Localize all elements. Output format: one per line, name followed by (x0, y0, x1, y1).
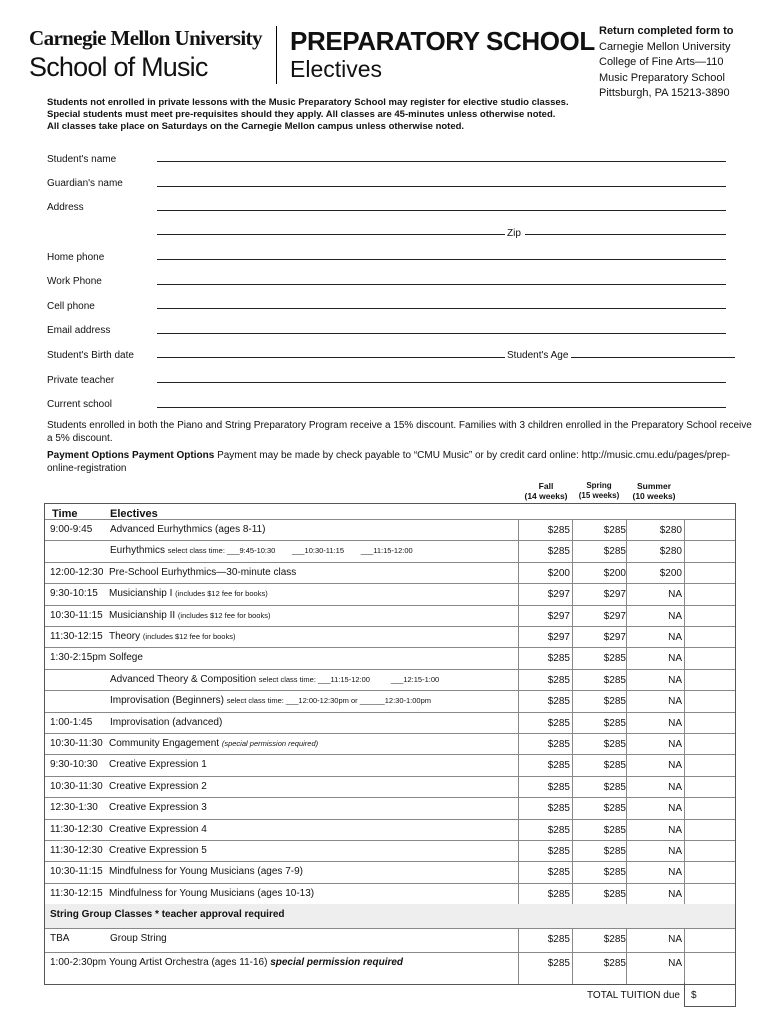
row-elective[interactable] (109, 588, 268, 599)
row-time: 11:30-12:15 (50, 887, 103, 899)
row-elective[interactable] (109, 957, 403, 968)
row-price-summer: NA (668, 760, 682, 772)
row-price-spring: $285 (603, 739, 626, 750)
student-name-label: Student's name (47, 154, 117, 165)
row-price-summer: NA (668, 824, 682, 836)
table-row (45, 840, 735, 841)
row-elective[interactable] (109, 567, 296, 578)
current-school-line[interactable] (157, 407, 726, 408)
row-price-fall: $285 (547, 867, 570, 879)
row-elective-name: Creative Expression 2 (109, 780, 207, 792)
private-teacher-line[interactable] (157, 382, 726, 383)
row-elective-name: Advanced Theory & Composition (110, 673, 257, 685)
row-elective[interactable] (109, 610, 270, 621)
table-row (45, 754, 735, 755)
row-price-summer: NA (668, 696, 682, 708)
table-row (45, 647, 735, 648)
table-row (45, 626, 735, 627)
row-price-spring: $285 (603, 674, 626, 686)
row-elective-name: Community Engagement (109, 738, 220, 749)
row-price-summer: $200 (659, 567, 682, 579)
guardian-name-line[interactable] (157, 186, 726, 187)
row-price-spring: $285 (603, 958, 626, 970)
row-price-summer: NA (668, 739, 682, 750)
row-price-summer: NA (668, 610, 682, 622)
table-row (45, 519, 735, 520)
row-elective-name: Creative Expression 1 (109, 759, 207, 771)
school-name: School of Music (29, 52, 208, 82)
season-fall-weeks: (14 weeks) (524, 491, 568, 501)
row-elective-note: special permission required (270, 957, 404, 969)
row-elective-name: Solfege (109, 652, 143, 664)
table-row (45, 883, 735, 884)
row-time: 1:30-2:15pm (50, 652, 107, 664)
row-price-fall: $285 (547, 824, 570, 836)
current-school-label: Current school (47, 399, 113, 410)
season-summer-weeks: (10 weeks) (632, 491, 676, 501)
row-price-spring: $285 (603, 653, 626, 665)
row-price-fall: $285 (547, 546, 570, 558)
row-time: 11:30-12:15 (50, 631, 103, 642)
return-address (599, 24, 733, 102)
row-price-fall: $285 (547, 739, 570, 750)
address-line-2[interactable] (157, 234, 505, 235)
table-row (45, 776, 735, 777)
row-price-fall: $285 (547, 888, 570, 900)
row-price-fall: $285 (547, 525, 570, 536)
age-line[interactable] (571, 357, 735, 358)
row-elective-name: Mindfulness for Young Musicians (ages 10-13) (109, 887, 315, 899)
zip-line[interactable] (525, 234, 726, 235)
email-label: Email address (47, 325, 111, 336)
row-price-spring: $285 (603, 803, 626, 815)
row-price-spring: $297 (603, 610, 626, 622)
address-line-1[interactable] (157, 210, 726, 211)
table-row (45, 540, 735, 541)
total-label: TOTAL TUITION due (587, 990, 680, 1001)
return-line: Pittsburgh, PA 15213-3890 (599, 87, 730, 99)
row-price-summer: NA (668, 867, 682, 879)
private-teacher-label: Private teacher (47, 375, 115, 386)
home-phone-line[interactable] (157, 259, 726, 260)
table-row (45, 583, 735, 584)
row-time: TBA (50, 933, 70, 945)
row-price-spring: $297 (603, 632, 626, 643)
birth-date-line[interactable] (157, 357, 505, 358)
table-row (45, 797, 735, 798)
university-name: Carnegie Mellon University (29, 26, 262, 50)
row-elective[interactable] (109, 759, 207, 770)
season-summer-label: Summer (636, 481, 671, 491)
cell-phone-line[interactable] (157, 308, 726, 309)
row-elective[interactable] (110, 524, 265, 535)
row-time: 10:30-11:30 (50, 738, 103, 749)
row-elective-name: Group String (110, 933, 167, 945)
work-phone-label: Work Phone (47, 276, 102, 287)
row-elective[interactable] (109, 888, 314, 899)
row-price-summer: NA (668, 846, 682, 857)
row-elective[interactable] (110, 674, 439, 685)
row-price-fall: $285 (547, 653, 570, 665)
row-price-summer: NA (668, 958, 682, 970)
row-price-summer: NA (668, 653, 682, 665)
row-time: 11:30-12:30 (50, 845, 103, 856)
payment-text: Payment may be made by check payable to “CMU Music” or by credit card online: http://music.cmu.edu/pages/prep-online-registration (47, 450, 731, 474)
row-price-spring: $285 (603, 888, 626, 900)
intro-line: All classes take place on Saturdays on the Carnegie Mellon campus unless otherwise noted. (47, 121, 465, 132)
row-elective[interactable] (109, 652, 143, 663)
row-price-spring: $285 (603, 824, 626, 836)
row-price-fall: $285 (547, 781, 570, 793)
row-price-spring: $297 (603, 589, 626, 601)
form-title: Electives (290, 56, 383, 82)
row-price-spring: $285 (603, 525, 626, 536)
intro-notes (47, 97, 569, 133)
electives-table (44, 503, 736, 985)
row-elective[interactable] (110, 545, 413, 556)
return-line: Carnegie Mellon University (599, 40, 731, 53)
row-time: 10:30-11:15 (50, 609, 103, 621)
row-price-fall: $297 (547, 610, 570, 622)
row-elective[interactable] (110, 717, 222, 728)
table-row (45, 712, 735, 713)
row-price-spring: $285 (603, 546, 626, 558)
row-price-summer: NA (668, 589, 682, 601)
row-time: 10:30-11:15 (50, 866, 103, 878)
row-price-summer: $280 (659, 525, 682, 536)
row-elective-name: Eurhythmics (110, 545, 166, 557)
payment-label: Payment Options (47, 450, 130, 461)
electives-header: Electives (110, 508, 158, 520)
row-elective-note: select class time: ___12:00-12:30pm or ______12:30-1:00pm (226, 696, 432, 706)
row-elective[interactable] (109, 845, 207, 856)
row-elective-name: Musicianship I (109, 588, 173, 600)
row-time: 1:00-1:45 (50, 716, 93, 728)
row-price-fall: $285 (547, 674, 570, 686)
return-heading: Return completed form to (599, 25, 734, 37)
header-divider (276, 26, 277, 84)
row-elective[interactable] (109, 781, 207, 792)
season-fall (520, 481, 572, 501)
row-price-summer: NA (668, 781, 682, 793)
row-time: 12:00-12:30 (50, 566, 104, 578)
row-elective[interactable] (110, 695, 431, 706)
home-phone-label: Home phone (47, 252, 105, 263)
row-price-summer: NA (668, 632, 682, 643)
intro-line: Special students must meet pre-requisites should they apply. All classes are 45-minutes unless otherwise noted. (47, 109, 556, 120)
email-line[interactable] (157, 333, 726, 334)
row-time: 9:30-10:15 (50, 588, 98, 600)
table-row (45, 928, 735, 929)
row-price-summer: $280 (659, 546, 682, 558)
row-price-fall: $285 (547, 846, 570, 857)
table-row (45, 952, 735, 953)
total-currency: $ (691, 990, 697, 1001)
row-elective-note: select class time: ___11:15-12:00 ___12:15-1:00 (258, 674, 440, 684)
row-price-fall: $297 (547, 632, 570, 643)
intro-line: Students not enrolled in private lessons with the Music Preparatory School may register for elective studio classes. (47, 97, 569, 108)
row-elective-name: Theory (109, 631, 141, 642)
row-price-fall: $285 (547, 958, 570, 970)
row-elective-name: Improvisation (Beginners) (110, 695, 224, 707)
row-elective-name: Young Artist Orchestra (ages 11-16) (109, 957, 268, 969)
row-elective-note: (includes $12 fee for books) (177, 610, 271, 620)
row-elective-name: Mindfulness for Young Musicians (ages 7-9) (109, 866, 303, 878)
table-row (45, 669, 735, 670)
row-time: 11:30-12:30 (50, 823, 103, 835)
row-time: 10:30-11:30 (50, 780, 103, 792)
row-elective-name: Musicianship II (109, 609, 176, 621)
row-elective-name: Pre-School Eurhythmics—30-minute class (109, 566, 297, 578)
student-name-line[interactable] (157, 161, 726, 162)
row-price-summer: NA (668, 717, 682, 729)
row-price-summer: NA (668, 674, 682, 686)
row-time: 9:00-9:45 (50, 524, 93, 535)
row-price-spring: $285 (603, 867, 626, 879)
row-elective-note: (special permission required) (221, 739, 319, 748)
birth-date-label: Student's Birth date (47, 350, 134, 361)
age-label: Student's Age (507, 350, 569, 361)
season-fall-label: Fall (538, 481, 554, 491)
string-section-title: String Group Classes * teacher approval required (50, 909, 285, 921)
row-price-fall: $285 (547, 696, 570, 708)
row-elective[interactable] (109, 738, 318, 749)
row-price-spring: $200 (603, 567, 626, 579)
program-title: PREPARATORY SCHOOL (290, 26, 595, 56)
row-price-fall: $200 (547, 567, 570, 579)
row-elective[interactable] (109, 866, 303, 877)
payment-label-repeat: Payment Options (132, 450, 215, 461)
guardian-name-label: Guardian's name (47, 178, 123, 189)
row-price-fall: $285 (547, 717, 570, 729)
row-price-summer: NA (668, 803, 682, 815)
row-elective-name: Creative Expression 5 (109, 845, 207, 856)
season-spring-label: Spring (586, 481, 612, 490)
season-spring (572, 481, 626, 501)
row-price-spring: $285 (603, 696, 626, 708)
row-price-spring: $285 (603, 760, 626, 772)
table-row (45, 733, 735, 734)
row-time: 12:30-1:30 (50, 802, 98, 814)
row-elective-note: select class time: ___9:45-10:30 ___10:30-11:15 ___11:15-12:00 (167, 546, 413, 556)
table-row (45, 562, 735, 563)
return-line: College of Fine Arts—110 (599, 56, 724, 68)
row-price-summer: NA (668, 888, 682, 900)
work-phone-line[interactable] (157, 284, 726, 285)
row-price-summer: NA (668, 934, 682, 946)
row-price-fall: $285 (547, 934, 570, 946)
row-elective-note: (includes $12 fee for books) (175, 589, 268, 599)
season-summer (626, 481, 682, 501)
payment-note (47, 450, 752, 475)
row-price-spring: $285 (603, 934, 626, 946)
table-row (45, 690, 735, 691)
row-elective-note: (includes $12 fee for books) (142, 632, 236, 641)
row-elective[interactable] (109, 631, 235, 642)
row-price-fall: $285 (547, 803, 570, 815)
row-price-spring: $285 (603, 781, 626, 793)
row-elective-name: Advanced Eurhythmics (ages 8-11) (110, 524, 266, 535)
table-row (45, 605, 735, 606)
table-row (45, 819, 735, 820)
row-elective[interactable] (109, 824, 207, 835)
cell-phone-label: Cell phone (47, 301, 95, 312)
row-elective-name: Creative Expression 3 (109, 802, 207, 814)
row-elective-name: Creative Expression 4 (109, 823, 207, 835)
row-price-fall: $285 (547, 760, 570, 772)
return-line: Music Preparatory School (599, 71, 725, 84)
row-price-spring: $285 (603, 846, 626, 857)
time-header: Time (52, 508, 78, 520)
row-elective[interactable] (110, 933, 167, 944)
row-price-spring: $285 (603, 717, 626, 729)
row-time: 9:30-10:30 (50, 759, 98, 771)
row-elective-name: Improvisation (advanced) (110, 716, 223, 728)
discount-note: Students enrolled in both the Piano and String Preparatory Program receive a 15% discount. Families with 3 children enrolled in the Preparatory School receive a 5% discount. (47, 420, 752, 444)
table-row (45, 861, 735, 862)
row-price-fall: $297 (547, 589, 570, 601)
address-label: Address (47, 202, 84, 213)
zip-label: Zip (507, 228, 521, 239)
season-spring-weeks: (15 weeks) (578, 491, 620, 500)
row-elective[interactable] (109, 802, 207, 813)
row-time: 1:00-2:30pm (50, 957, 107, 969)
